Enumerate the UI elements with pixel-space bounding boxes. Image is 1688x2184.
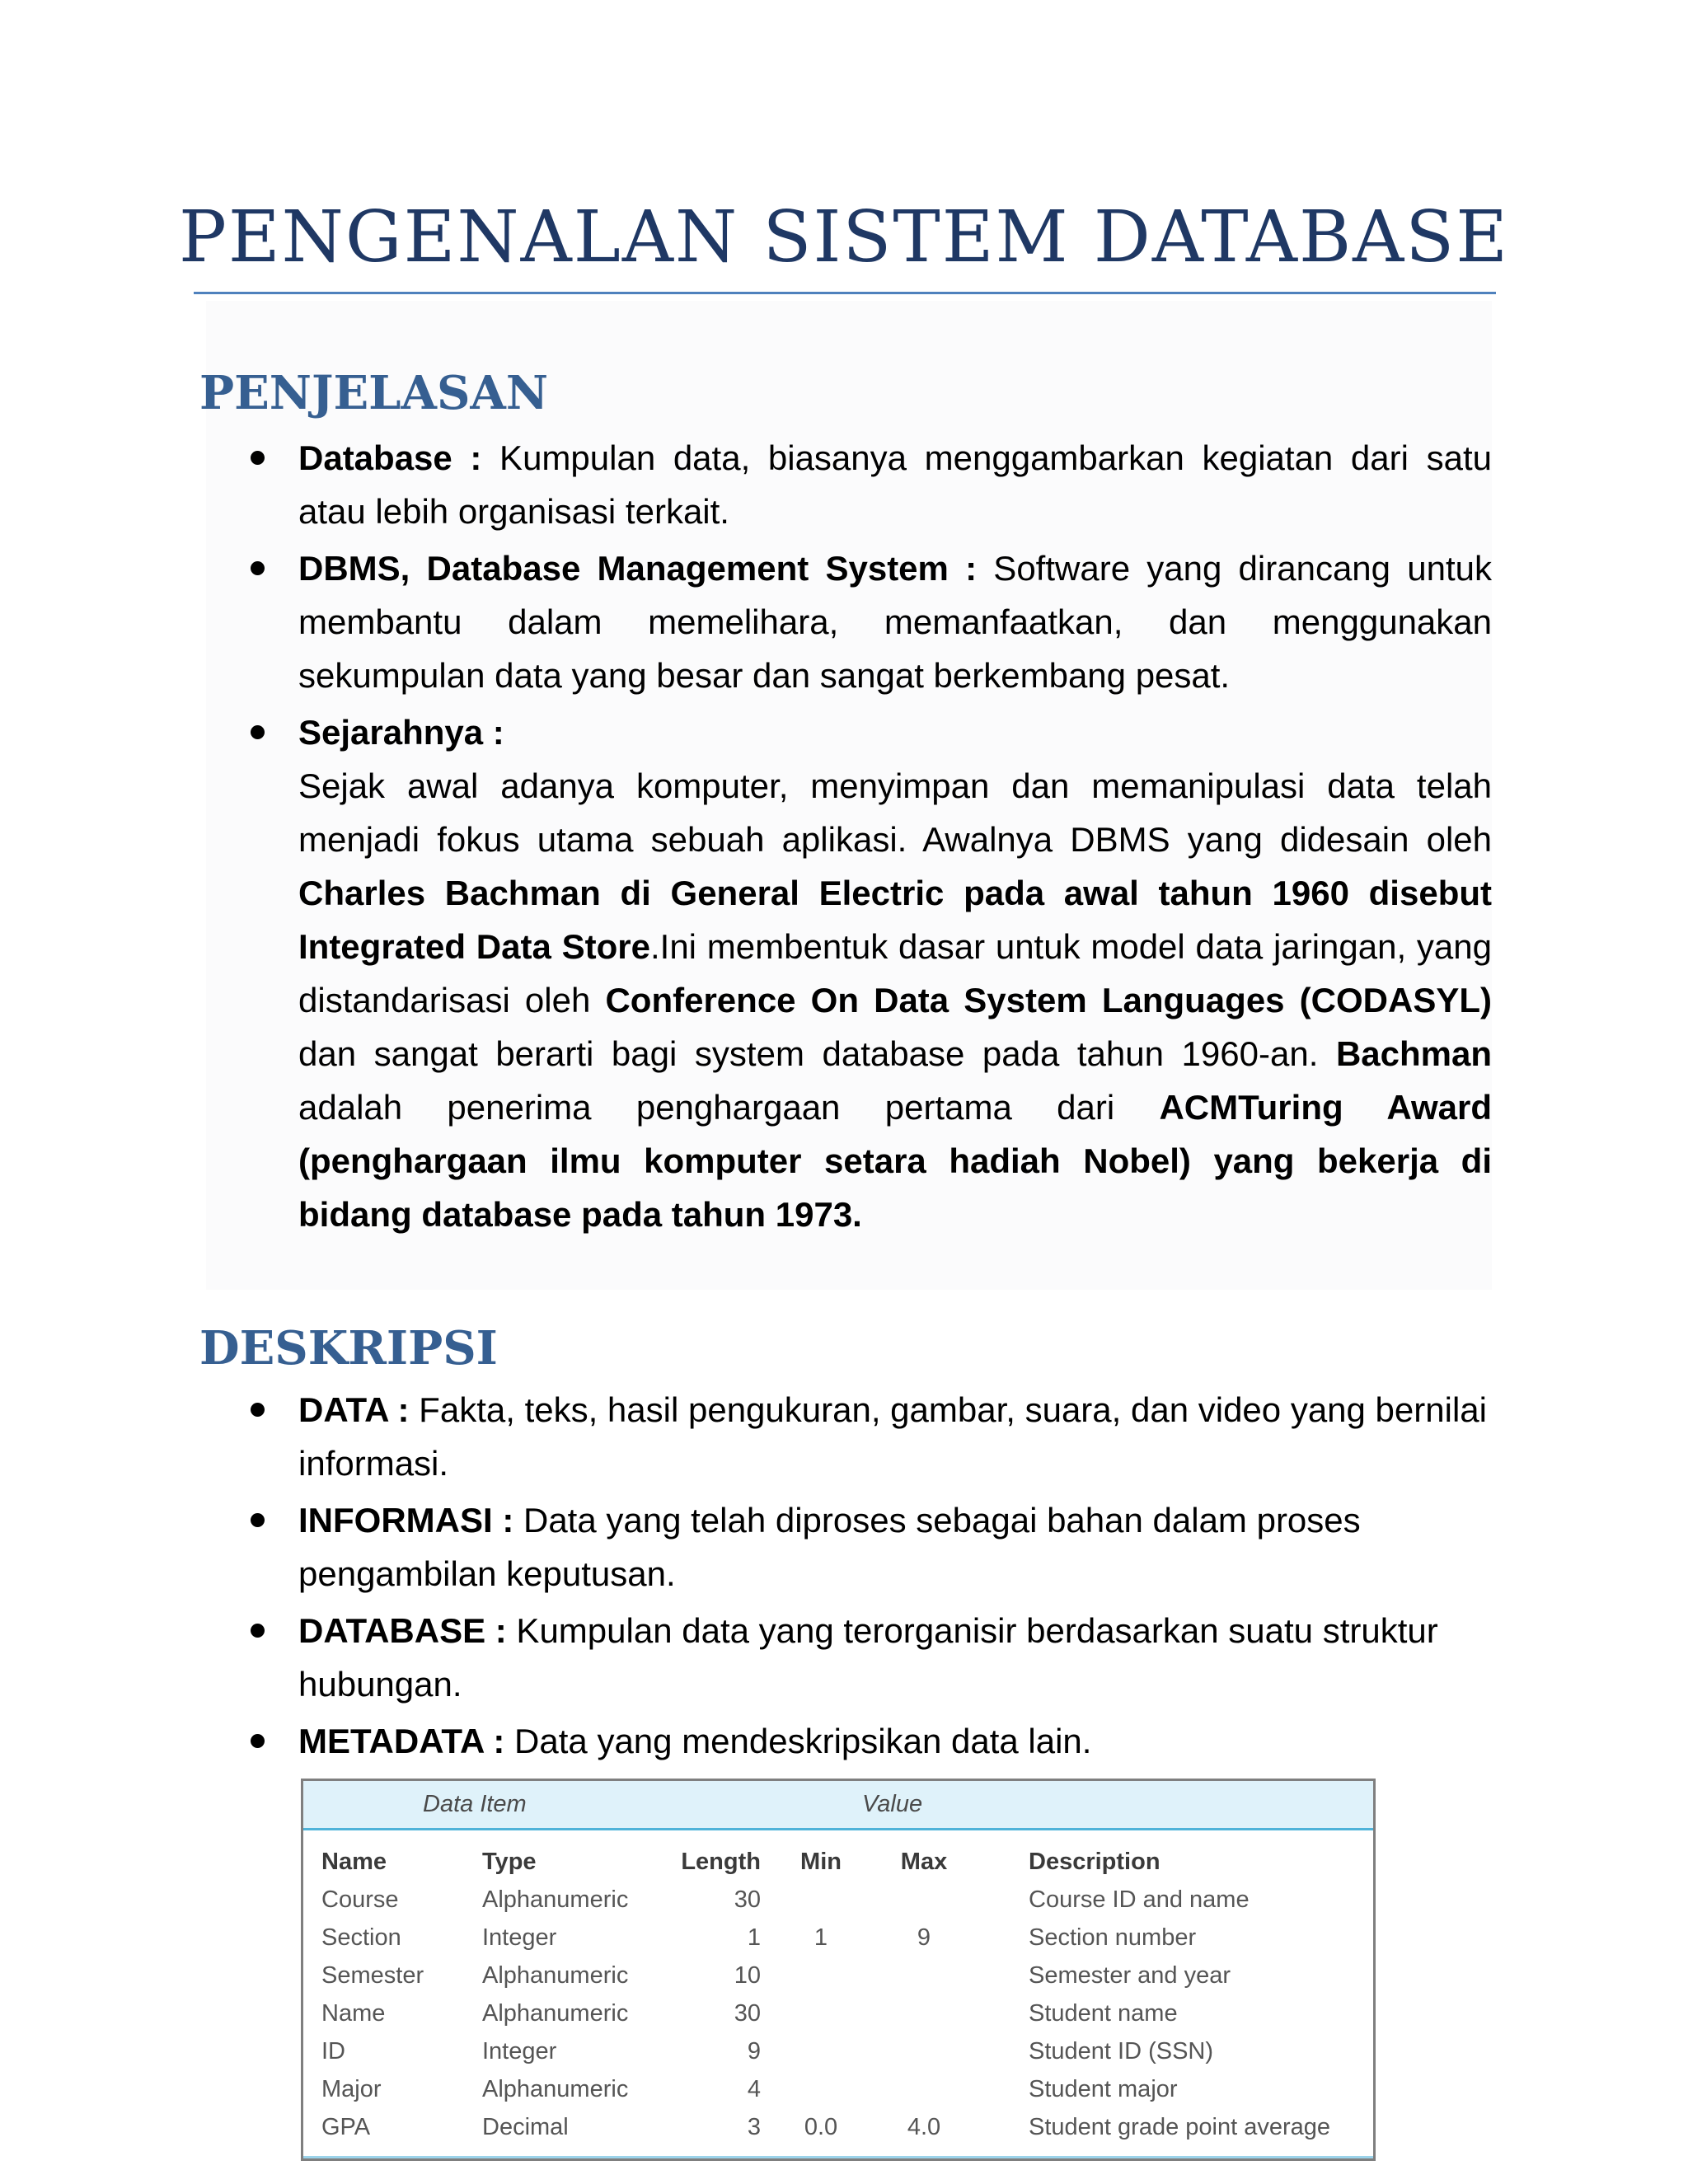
history-text: dan sangat berarti bagi system database pada tahun 1960-an.	[298, 1034, 1336, 1073]
term-label: Sejarahnya :	[298, 713, 504, 752]
history-text: Sejak awal adanya komputer, menyimpan dan memanipulasi data telah menjadi fokus utama sebuah aplikasi. Awalnya DBMS yang didesain oleh	[298, 766, 1492, 859]
cell-name: GPA	[321, 2114, 371, 2140]
cell-type: Alphanumeric	[482, 2076, 629, 2102]
cell-max: 9	[917, 1924, 931, 1951]
cell-length: 30	[734, 1886, 761, 1913]
penjelasan-list	[298, 431, 1492, 1244]
cell-name: Name	[321, 2000, 386, 2027]
history-text: .Ini membentuk dasar untuk model data jaringan, yang distandarisasi oleh	[298, 927, 1492, 1019]
cell-description: Course ID and name	[1029, 1886, 1250, 1913]
table-header-row	[303, 1849, 1373, 1886]
page-title: PENGENALAN SISTEM DATABASE	[179, 196, 1509, 279]
table-group-header	[303, 1781, 1373, 1830]
table-row	[303, 1962, 1373, 2000]
cell-type: Decimal	[482, 2114, 569, 2140]
table-row	[303, 2076, 1373, 2114]
cell-type: Integer	[482, 1924, 557, 1951]
cell-name: Section	[321, 1924, 401, 1951]
cell-description: Student grade point average	[1029, 2114, 1330, 2140]
cell-length: 1	[747, 1924, 761, 1951]
cell-type: Alphanumeric	[482, 1886, 629, 1913]
column-header-min: Min	[800, 1849, 842, 1875]
group-header-data-item: Data Item	[423, 1791, 527, 1817]
term-label: DATABASE :	[298, 1611, 507, 1650]
cell-description: Semester and year	[1029, 1962, 1231, 1989]
column-header-description: Description	[1029, 1849, 1160, 1875]
bullet-icon	[251, 1513, 265, 1527]
cell-length: 4	[747, 2076, 761, 2102]
term-label: INFORMASI :	[298, 1501, 514, 1540]
group-header-value: Value	[862, 1791, 923, 1817]
list-item	[298, 705, 1492, 1241]
history-emphasis: Conference On Data System Languages (CODASYL)	[605, 981, 1492, 1019]
column-header-max: Max	[900, 1849, 948, 1875]
history-emphasis: Bachman	[1335, 1034, 1492, 1073]
term-definition: Data yang mendeskripsikan data lain.	[504, 1722, 1092, 1760]
cell-length: 9	[747, 2038, 761, 2064]
cell-max: 4.0	[907, 2114, 941, 2140]
term-label: DATA :	[298, 1390, 410, 1429]
cell-description: Student name	[1029, 2000, 1178, 2027]
bullet-icon	[251, 1624, 265, 1638]
cell-name: Semester	[321, 1962, 424, 1989]
cell-length: 10	[734, 1962, 761, 1989]
bullet-icon	[251, 561, 265, 575]
table-row	[303, 2038, 1373, 2076]
list-item	[298, 1383, 1492, 1490]
term-definition: Kumpulan data, biasanya menggambarkan kegiatan dari satu atau lebih organisasi terkait.	[298, 438, 1492, 531]
cell-name: Course	[321, 1886, 399, 1913]
cell-length: 3	[747, 2114, 761, 2140]
table-row	[303, 1924, 1373, 1962]
term-definition: Kumpulan data yang terorganisir berdasarkan suatu struktur hubungan.	[298, 1611, 1438, 1704]
list-item	[298, 1604, 1492, 1711]
history-text: adalah penerima penghargaan pertama dari	[298, 1088, 1160, 1127]
table-row	[303, 2000, 1373, 2038]
bullet-icon	[251, 451, 265, 465]
column-header-name: Name	[321, 1849, 387, 1875]
deskripsi-list	[298, 1383, 1492, 1771]
cell-name: ID	[321, 2038, 345, 2064]
cell-description: Section number	[1029, 1924, 1197, 1951]
term-definition: Data yang telah diproses sebagai bahan dalam proses pengambilan keputusan.	[298, 1501, 1361, 1593]
history-paragraph	[298, 759, 1492, 1241]
cell-description: Student major	[1029, 2076, 1178, 2102]
section-heading-deskripsi: DESKRIPSI	[199, 1321, 498, 1376]
cell-min: 1	[814, 1924, 828, 1951]
cell-length: 30	[734, 2000, 761, 2027]
term-label: Database :	[298, 438, 482, 477]
cell-type: Alphanumeric	[482, 2000, 629, 2027]
cell-type: Alphanumeric	[482, 1962, 629, 1989]
history-emphasis: ACMTuring Award (penghargaan ilmu komputer setara hadiah Nobel) yang bekerja di bidang database pada tahun 1973.	[298, 1088, 1492, 1234]
cell-type: Integer	[482, 2038, 557, 2064]
table-row	[303, 2114, 1373, 2152]
table-row	[303, 1886, 1373, 1924]
bullet-icon	[251, 725, 265, 739]
column-header-type: Type	[482, 1849, 537, 1875]
history-emphasis: Charles Bachman di General Electric pada awal tahun 1960 disebut Integrated Data Store	[298, 874, 1492, 966]
term-definition: Fakta, teks, hasil pengukuran, gambar, suara, dan video yang bernilai informasi.	[298, 1390, 1487, 1483]
metadata-table	[301, 1779, 1376, 2161]
list-item	[298, 431, 1492, 538]
cell-min: 0.0	[804, 2114, 838, 2140]
term-definition: Software yang dirancang untuk membantu dalam memelihara, memanfaatkan, dan menggunakan sekumpulan data yang besar dan sangat berkembang pesat.	[298, 549, 1492, 695]
list-item	[298, 1493, 1492, 1601]
column-header-length: Length	[681, 1849, 761, 1875]
term-label: DBMS, Database Management System :	[298, 549, 978, 588]
table-bottom-rule	[303, 2156, 1373, 2158]
cell-description: Student ID (SSN)	[1029, 2038, 1214, 2064]
bullet-icon	[251, 1734, 265, 1748]
section-heading-penjelasan: PENJELASAN	[199, 366, 549, 420]
cell-name: Major	[321, 2076, 382, 2102]
bullet-icon	[251, 1403, 265, 1417]
term-label: METADATA :	[298, 1722, 505, 1760]
list-item	[298, 1714, 1492, 1768]
title-underline	[194, 292, 1496, 294]
list-item	[298, 541, 1492, 702]
